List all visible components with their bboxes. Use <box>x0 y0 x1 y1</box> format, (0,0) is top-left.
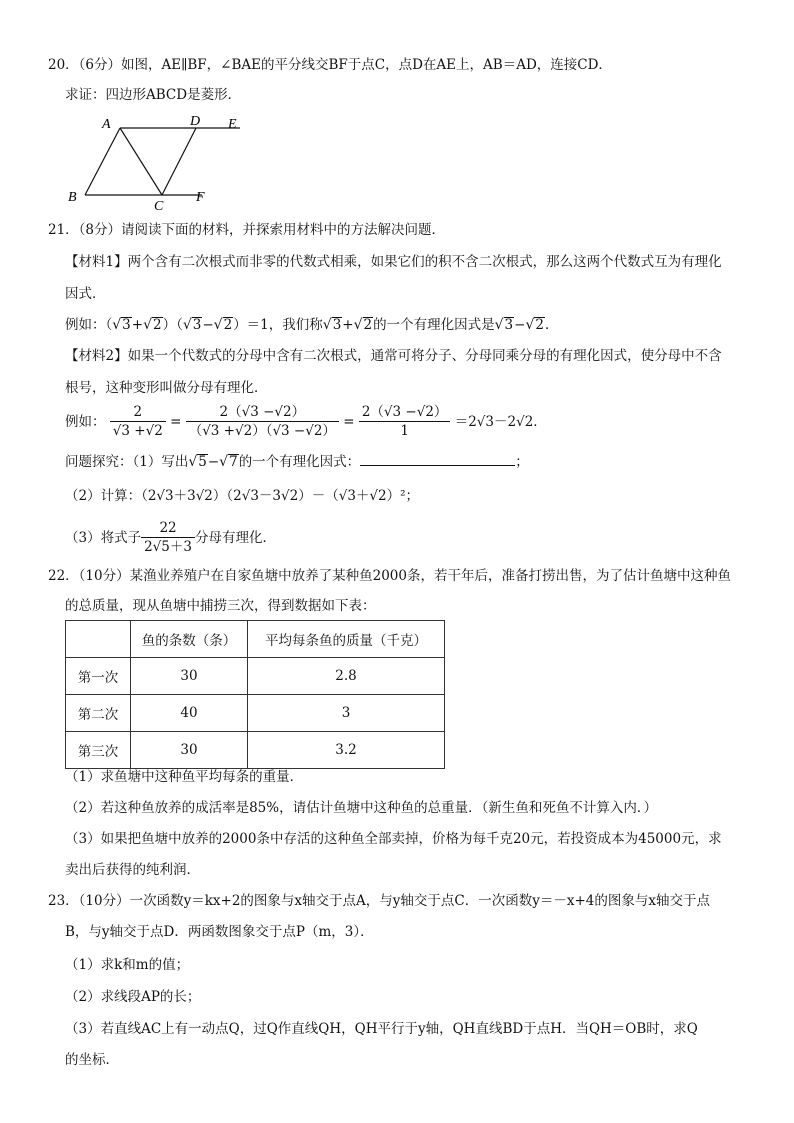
q22-line1: 22．（10分）某渔业养殖户在自家鱼塘中放养了某种鱼2000条，若干年后，准备打捞出售，为了估计鱼塘中这种鱼 <box>48 568 731 584</box>
p1-prefix: 问题探究：（1）写出 <box>65 454 189 470</box>
label-d: D <box>190 114 201 129</box>
sqrt2-b: √2 <box>213 317 233 333</box>
table-cell: 30 <box>131 732 248 769</box>
table-row <box>66 732 445 769</box>
segment-ac <box>120 128 162 195</box>
label-e: E <box>228 117 237 132</box>
table-cell: 3 <box>248 695 445 732</box>
q22-line2: 的总质量，现从鱼塘中捕捞三次，得到数据如下表： <box>65 598 376 614</box>
table-cell: 30 <box>131 658 248 695</box>
ex2-tail: ＝2√3－2√2． <box>454 414 547 430</box>
p3-suffix: 分母有理化． <box>194 530 276 546</box>
ex2-prefix: 例如： <box>65 414 106 430</box>
q20-head: 20．（6分）如图，AE∥BF，∠BAE的平分线交BF于点C，点D在AE上，AB＝AD，连接CD． <box>48 57 612 73</box>
fish-data-table <box>65 620 445 769</box>
sqrt2-d: √2 <box>525 317 544 333</box>
table-row <box>66 658 445 695</box>
q22-sub3-line2: 卖出后获得的纯利润． <box>65 862 200 878</box>
table-header-cell: 平均每条鱼的质量（千克） <box>248 621 445 658</box>
table-row <box>66 695 445 732</box>
sqrt2-a: √2 <box>143 317 162 333</box>
p3-prefix: （3）将式子 <box>65 530 142 546</box>
table-header-cell <box>66 621 131 658</box>
q23-line1: 23．（10分）一次函数y＝kx+2的图象与x轴交于点A，与y轴交于点C．一次函数y＝－x+4的图象与x轴交于点 <box>48 893 710 909</box>
sqrt3-d: √3 <box>494 317 514 333</box>
p3-frac <box>141 520 195 557</box>
table-cell: 第二次 <box>66 695 131 732</box>
segment-dc <box>162 128 196 195</box>
table-header-row <box>66 621 445 658</box>
label-a: A <box>102 117 111 132</box>
q21-part2: （2）计算：（2√3＋3√2）（2√3－3√2）－（√3＋√2）²； <box>65 488 420 504</box>
ex1-end: ． <box>544 317 559 333</box>
p3-num: 22 <box>141 520 195 538</box>
table-cell: 40 <box>131 695 248 732</box>
p1-mid: 的一个有理化因式： <box>238 454 361 470</box>
ex2-frac3: $\frac{2(√3 -√2)}{1}$ <box>359 404 451 441</box>
ex2-frac1: $\frac{2}{√3 +√2}$ <box>110 404 166 441</box>
table-cell: 第三次 <box>66 732 131 769</box>
q22-sub3-line1: （3）如果把鱼塘中放养的2000条中存活的这种鱼全部卖掉，价格为每千克20元，若投资成本为45000元，求 <box>65 831 722 847</box>
q21-example1: 例如：（√3+√2）（√3−√2）＝1，我们称√3+√2的一个有理化因式是√3−√2． <box>65 317 559 333</box>
ex1-mid: ）（ <box>162 317 183 333</box>
p1-end: ； <box>515 454 529 470</box>
table-header-cell: 鱼的条数（条） <box>131 621 248 658</box>
ex1-prefix: 例如：（ <box>65 317 113 333</box>
ex1-eq: ）＝1，我们称 <box>233 317 323 333</box>
q22-sub2: （2）若这种鱼放养的成活率是85%，请估计鱼塘中这种鱼的总重量．（新生鱼和死鱼不计算入内．） <box>65 800 658 816</box>
table-cell: 第一次 <box>66 658 131 695</box>
q23-sub2: （2）求线段AP的长； <box>65 989 201 1005</box>
sqrt2-c: √2 <box>353 317 373 333</box>
segment-ab <box>85 128 120 195</box>
ex1-mid2: 的一个有理化因式是 <box>373 317 495 333</box>
q23-line2: B，与y轴交于点D．两函数图象交于点P（m，3）． <box>65 924 374 940</box>
q21-head: 21．（8分）请阅读下面的材料，并探索用材料中的方法解决问题． <box>48 222 446 238</box>
label-f: F <box>196 190 205 205</box>
sqrt3-c: √3 <box>322 317 342 333</box>
q22-sub1: （1）求鱼塘中这种鱼平均每条的重量． <box>65 769 304 785</box>
table-cell: 2.8 <box>248 658 445 695</box>
table-cell: 3.2 <box>248 732 445 769</box>
rhombus-figure <box>60 108 260 213</box>
q21-material1-line2: 因式． <box>65 286 106 302</box>
q20-prove: 求证：四边形ABCD是菱形． <box>65 87 242 103</box>
sqrt3-b: √3 <box>182 317 202 333</box>
q21-part3 <box>65 520 276 557</box>
q23-sub3-line1: （3）若直线AC上有一动点Q，过Q作直线QH，QH平行于y轴，QH直线BD于点H．当QH＝OB时，求Q <box>65 1021 698 1037</box>
q23-sub3-line2: 的坐标． <box>65 1052 119 1068</box>
q21-material2-line1: 【材料2】如果一个代数式的分母中含有二次根式，通常可将分子、分母同乘分母的有理化因式，使分母中不含 <box>65 348 722 364</box>
q21-part1: 问题探究：（1）写出√5−√7的一个有理化因式： ； <box>65 451 529 472</box>
sqrt5: √5 <box>188 454 207 470</box>
sqrt3-a: √3 <box>112 317 131 333</box>
q21-material1-line1: 【材料1】两个含有二次根式而非零的代数式相乘，如果它们的积不含二次根式，那么这两个代数式互为有理化 <box>65 254 722 270</box>
q23-sub1: （1）求k和m的值； <box>65 957 190 973</box>
p3-den: 2√5＋3 <box>144 539 192 555</box>
answer-blank[interactable] <box>360 451 515 466</box>
q21-example2: 例如： $\frac{2}{√3 +√2}$ = $\frac{2(√3 -√2)}{(√3 +√2)(√3 -√2)}$ = $\frac{2(√3 -√2)}{1}$ ＝2√3－2√2． <box>65 404 547 439</box>
label-b: B <box>68 190 77 205</box>
ex2-frac2: $\frac{2(√3 -√2)}{(√3 +√2)(√3 -√2)}$ <box>186 404 339 441</box>
label-c: C <box>154 199 164 213</box>
sqrt7: √7 <box>219 454 238 470</box>
q21-material2-line2: 根号，这种变形叫做分母有理化． <box>65 380 268 396</box>
